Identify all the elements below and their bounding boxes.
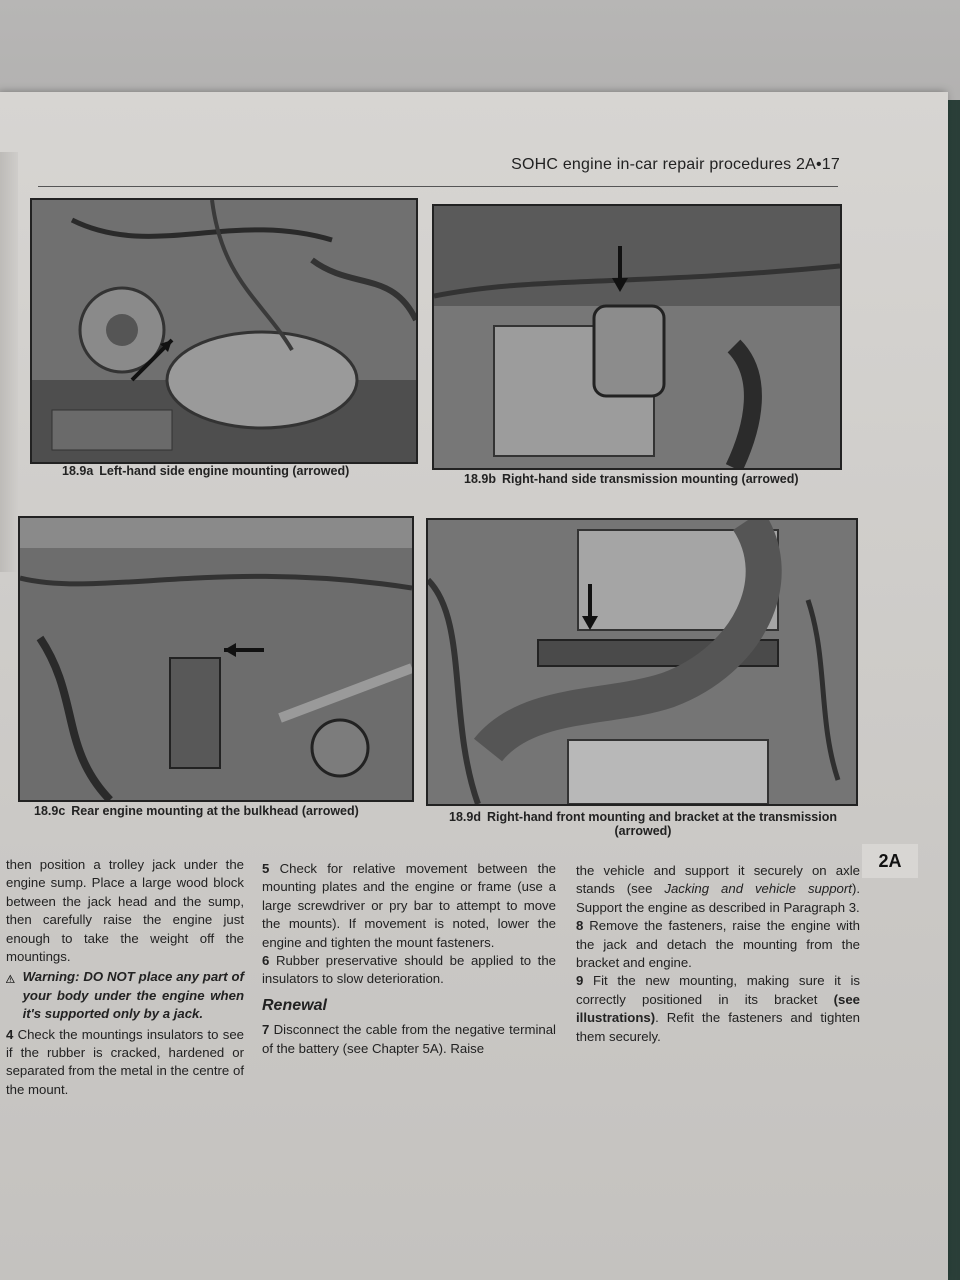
step-text: Check the mountings insulators to see if the rubber is cracked, hardened or separated from the metal in the centre of the mount. bbox=[6, 1026, 244, 1097]
caption-figure-a bbox=[62, 464, 349, 478]
figure-caption: Left-hand side engine mounting (arrowed) bbox=[99, 464, 350, 478]
figure-caption: Right-hand front mounting and bracket at the transmission (arrowed) bbox=[486, 810, 837, 838]
photo-rear-engine-mounting bbox=[18, 516, 414, 802]
section-heading-renewal: Renewal bbox=[262, 996, 327, 1014]
step-7 bbox=[262, 1021, 556, 1058]
step-text: Remove the fasteners, raise the engine with the jack and detach the mounting from the bracket and engine. bbox=[576, 918, 860, 971]
header-rule bbox=[38, 186, 838, 187]
step-number: 9 bbox=[576, 973, 584, 989]
step-number: 8 bbox=[576, 918, 584, 934]
caption-figure-c bbox=[34, 804, 359, 818]
caption-figure-b bbox=[464, 472, 799, 486]
step-8 bbox=[576, 917, 860, 972]
chapter-thumb-tab: 2A bbox=[862, 844, 918, 878]
figure-number: 18.9d bbox=[449, 810, 481, 824]
running-title: SOHC engine in-car repair procedures bbox=[511, 156, 792, 173]
figure-number: 18.9c bbox=[34, 804, 66, 818]
warning-text: Warning: DO NOT place any part of your body under the engine when it's supported only by a jack. bbox=[22, 969, 244, 1022]
figure-number: 18.9b bbox=[464, 472, 496, 486]
page-gutter bbox=[0, 152, 18, 572]
figure-caption: Rear engine mounting at the bulkhead (arrowed) bbox=[71, 804, 359, 818]
step-number: 5 bbox=[262, 861, 270, 876]
manual-page bbox=[0, 92, 948, 1280]
figure-caption: Right-hand side transmission mounting (arrowed) bbox=[501, 472, 799, 486]
running-header bbox=[470, 156, 840, 174]
caption-figure-d bbox=[430, 810, 856, 838]
cross-reference: Jacking and vehicle support bbox=[664, 881, 852, 897]
text-column-2 bbox=[262, 860, 556, 1058]
step-5 bbox=[262, 860, 556, 952]
step-text: Check for relative movement between the mounting plates and the engine or frame (use a large screwdriver or pry bar to attempt to move the mounts). If movement is noted, lower the engine and tighten the mount fasteners. bbox=[262, 861, 557, 950]
step-9 bbox=[576, 972, 860, 1046]
warning-block bbox=[6, 968, 244, 1023]
continued-paragraph: then position a trolley jack under the engine sump. Place a large wood block between the jack head and the sump, then carefully raise the engine just enough to take the weight off the mountings. bbox=[6, 857, 244, 965]
continued-step-7 bbox=[576, 862, 860, 917]
photo-right-front-mounting-bracket bbox=[426, 518, 858, 806]
step-6 bbox=[262, 952, 556, 989]
step-text: . Refit the fasteners and tighten them securely. bbox=[576, 1010, 860, 1044]
photo-left-engine-mounting bbox=[30, 198, 418, 464]
step-text: Rubber preservative should be applied to the insulators to slow deterioration. bbox=[262, 953, 556, 987]
step-number: 7 bbox=[262, 1022, 270, 1038]
step-text: Fit the new mounting, making sure it is correctly positioned in its bracket bbox=[576, 973, 860, 1007]
warning-triangle-icon bbox=[6, 968, 15, 990]
illustration-reference: (see illustrations) bbox=[576, 991, 860, 1026]
step-text: ). Support the engine as described in Paragraph 3. bbox=[576, 881, 860, 915]
text-column-3 bbox=[576, 862, 860, 1046]
text-column-1 bbox=[6, 856, 244, 1099]
page-reference: 2A•17 bbox=[796, 156, 840, 173]
step-text: Disconnect the cable from the negative terminal of the battery (see Chapter 5A). Raise bbox=[262, 1022, 556, 1056]
step-number: 6 bbox=[262, 953, 270, 969]
step-4 bbox=[6, 1026, 244, 1100]
figure-number: 18.9a bbox=[62, 464, 94, 478]
step-text: the vehicle and support it securely on axle stands (see bbox=[576, 863, 860, 897]
photo-right-transmission-mounting bbox=[432, 204, 842, 470]
step-number: 4 bbox=[6, 1026, 14, 1042]
